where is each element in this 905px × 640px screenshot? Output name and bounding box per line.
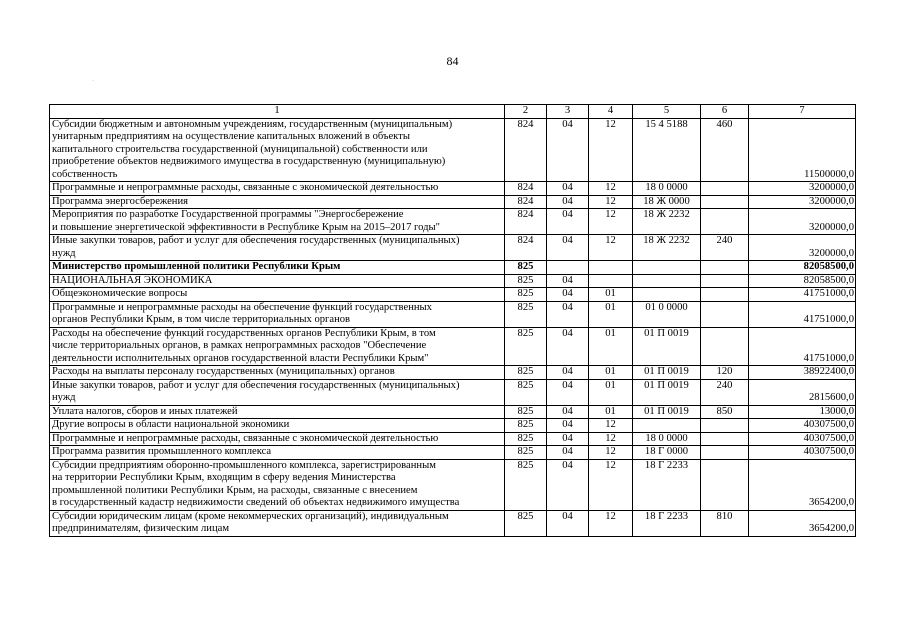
page-number: 84 [446,54,459,68]
target-article-code-cell: 01 0 0000 [633,301,701,327]
subsection-code-cell: 12 [589,432,633,446]
header-cell: 5 [633,105,701,119]
amount-cell: 2815600,0 [749,379,856,405]
ministry-code-cell: 825 [505,327,547,366]
table-row [50,274,856,288]
expense-type-code-cell [701,327,749,366]
expense-type-code-cell: 240 [701,379,749,405]
ministry-code-cell: 825 [505,379,547,405]
expense-type-code-cell [701,274,749,288]
section-code-cell: 04 [547,235,589,261]
section-code-cell: 04 [547,274,589,288]
expense-type-code-cell [701,209,749,235]
item-name-cell: Расходы на выплаты персоналу государственных (муниципальных) органов [50,366,505,380]
subsection-code-cell: 01 [589,288,633,302]
ministry-code-cell: 825 [505,446,547,460]
target-article-code-cell: 15 4 5188 [633,118,701,182]
table-row [50,118,856,182]
target-article-code-cell [633,419,701,433]
subsection-code-cell: 12 [589,195,633,209]
ministry-code-cell: 824 [505,182,547,196]
item-name-cell: Программные и непрограммные расходы, связанные с экономической деятельностью [50,182,505,196]
table-row [50,405,856,419]
amount-cell: 11500000,0 [749,118,856,182]
item-name-cell: Программные и непрограммные расходы, связанные с экономической деятельностью [50,432,505,446]
item-name-cell: Иные закупки товаров, работ и услуг для обеспечения государственных (муниципальных) нужд [50,379,505,405]
target-article-code-cell: 18 Г 2233 [633,459,701,510]
subsection-code-cell: 12 [589,182,633,196]
table-row [50,209,856,235]
section-code-cell [547,261,589,275]
target-article-code-cell [633,261,701,275]
subsection-code-cell: 01 [589,327,633,366]
amount-cell: 3654200,0 [749,510,856,536]
table-row [50,288,856,302]
target-article-code-cell: 18 Г 2233 [633,510,701,536]
section-code-cell: 04 [547,118,589,182]
target-article-code-cell: 01 П 0019 [633,405,701,419]
ministry-code-cell: 825 [505,288,547,302]
target-article-code-cell: 18 0 0000 [633,432,701,446]
amount-cell: 41751000,0 [749,288,856,302]
section-code-cell: 04 [547,195,589,209]
item-name-cell: Расходы на обеспечение функций государственных органов Республики Крым, в том числе территориальных органов, в рамках непрограммных расходов "Обеспечение деятельности исполнительных органов государственной власти Республики Крым" [50,327,505,366]
header-cell: 3 [547,105,589,119]
expense-type-code-cell [701,446,749,460]
table-row [50,261,856,275]
item-name-cell: Общеэкономические вопросы [50,288,505,302]
section-code-cell: 04 [547,327,589,366]
target-article-code-cell: 18 Ж 2232 [633,235,701,261]
section-code-cell: 04 [547,510,589,536]
budget-table [49,104,856,537]
amount-cell: 3654200,0 [749,459,856,510]
table-row [50,327,856,366]
amount-cell: 3200000,0 [749,182,856,196]
amount-cell: 82058500,0 [749,274,856,288]
ministry-code-cell: 824 [505,195,547,209]
item-name-cell: Субсидии юридическим лицам (кроме некоммерческих организаций), индивидуальным предпринимателям, физическим лицам [50,510,505,536]
amount-cell: 41751000,0 [749,327,856,366]
amount-cell: 3200000,0 [749,235,856,261]
table-row [50,510,856,536]
table-row [50,235,856,261]
item-name-cell: Уплата налогов, сборов и иных платежей [50,405,505,419]
ministry-code-cell: 825 [505,432,547,446]
item-name-cell: Иные закупки товаров, работ и услуг для обеспечения государственных (муниципальных) нужд [50,235,505,261]
header-cell: 4 [589,105,633,119]
header-cell: 6 [701,105,749,119]
subsection-code-cell [589,274,633,288]
amount-cell: 40307500,0 [749,432,856,446]
ministry-code-cell: 824 [505,235,547,261]
header-cell: 2 [505,105,547,119]
expense-type-code-cell [701,182,749,196]
subsection-code-cell: 01 [589,405,633,419]
item-name-cell: Субсидии предприятиям оборонно-промышленного комплекса, зарегистрированным на территории Республики Крым, входящим в сферу ведения Министерства промышленной политики Республики Крым, на расходы, связанные с внесением в государственный кадастр недвижимости сведений об объектах недвижимого имущества [50,459,505,510]
table-row [50,446,856,460]
subsection-code-cell: 01 [589,379,633,405]
section-code-cell: 04 [547,432,589,446]
ministry-code-cell: 825 [505,510,547,536]
amount-cell: 3200000,0 [749,209,856,235]
header-row [50,105,856,119]
expense-type-code-cell [701,288,749,302]
amount-cell: 38922400,0 [749,366,856,380]
section-code-cell: 04 [547,459,589,510]
expense-type-code-cell [701,301,749,327]
target-article-code-cell: 18 0 0000 [633,182,701,196]
amount-cell: 3200000,0 [749,195,856,209]
section-code-cell: 04 [547,209,589,235]
expense-type-code-cell [701,261,749,275]
expense-type-code-cell [701,432,749,446]
section-code-cell: 04 [547,301,589,327]
subsection-code-cell: 12 [589,510,633,536]
subsection-code-cell: 12 [589,118,633,182]
expense-type-code-cell: 810 [701,510,749,536]
item-name-cell: Программные и непрограммные расходы на обеспечение функций государственных органов Республики Крым, в том числе территориальных органов [50,301,505,327]
subsection-code-cell: 12 [589,235,633,261]
table-row [50,419,856,433]
section-code-cell: 04 [547,366,589,380]
ministry-code-cell: 824 [505,209,547,235]
amount-cell: 82058500,0 [749,261,856,275]
ministry-code-cell: 825 [505,419,547,433]
subsection-code-cell: 12 [589,459,633,510]
subsection-code-cell: 01 [589,301,633,327]
ministry-code-cell: 825 [505,261,547,275]
item-name-cell: Мероприятия по разработке Государственной программы "Энергосбережение и повышение энергетической эффективности в Республике Крым на 2015–2017 годы" [50,209,505,235]
section-code-cell: 04 [547,405,589,419]
ministry-code-cell: 825 [505,405,547,419]
expense-type-code-cell [701,195,749,209]
ministry-code-cell: 825 [505,301,547,327]
target-article-code-cell [633,288,701,302]
subsection-code-cell: 12 [589,446,633,460]
amount-cell: 41751000,0 [749,301,856,327]
amount-cell: 13000,0 [749,405,856,419]
scan-mark: · [92,78,94,84]
amount-cell: 40307500,0 [749,446,856,460]
section-code-cell: 04 [547,379,589,405]
target-article-code-cell: 01 П 0019 [633,366,701,380]
expense-type-code-cell: 460 [701,118,749,182]
table-row [50,432,856,446]
section-code-cell: 04 [547,419,589,433]
item-name-cell: Другие вопросы в области национальной экономики [50,419,505,433]
ministry-code-cell: 825 [505,274,547,288]
expense-type-code-cell [701,459,749,510]
expense-type-code-cell: 240 [701,235,749,261]
header-cell: 7 [749,105,856,119]
item-name-cell: Программа энергосбережения [50,195,505,209]
table-row [50,459,856,510]
expense-type-code-cell: 850 [701,405,749,419]
expense-type-code-cell [701,419,749,433]
subsection-code-cell: 01 [589,366,633,380]
table-row [50,301,856,327]
target-article-code-cell: 01 П 0019 [633,379,701,405]
expense-type-code-cell: 120 [701,366,749,380]
section-code-cell: 04 [547,182,589,196]
target-article-code-cell: 18 Ж 0000 [633,195,701,209]
ministry-code-cell: 824 [505,118,547,182]
amount-cell: 40307500,0 [749,419,856,433]
item-name-cell: НАЦИОНАЛЬНАЯ ЭКОНОМИКА [50,274,505,288]
table-row [50,182,856,196]
ministry-code-cell: 825 [505,459,547,510]
subsection-code-cell: 12 [589,209,633,235]
section-code-cell: 04 [547,288,589,302]
item-name-cell: Субсидии бюджетным и автономным учреждениям, государственным (муниципальным) унитарным предприятиям на осуществление капитальных вложений в объекты капитального строительства государственной (муниципальной) собственности или приобретение объектов недвижимого имущества в государственную (муниципальную) собственность [50,118,505,182]
target-article-code-cell: 18 Г 0000 [633,446,701,460]
table-row [50,379,856,405]
table-row [50,366,856,380]
header-cell: 1 [50,105,505,119]
item-name-cell: Программа развития промышленного комплекса [50,446,505,460]
target-article-code-cell: 18 Ж 2232 [633,209,701,235]
section-code-cell: 04 [547,446,589,460]
target-article-code-cell [633,274,701,288]
ministry-code-cell: 825 [505,366,547,380]
target-article-code-cell: 01 П 0019 [633,327,701,366]
table-row [50,195,856,209]
subsection-code-cell: 12 [589,419,633,433]
item-name-cell: Министерство промышленной политики Республики Крым [50,261,505,275]
subsection-code-cell [589,261,633,275]
